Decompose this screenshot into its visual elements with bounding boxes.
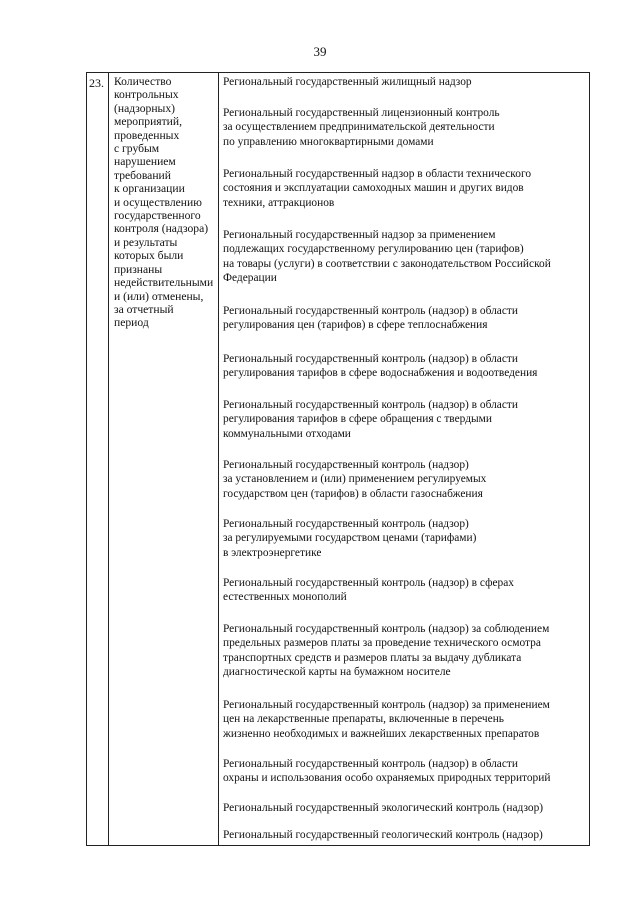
control-type-line: Региональный государственный экологический контроль (надзор)	[223, 802, 544, 814]
control-type-line: Региональный государственный контроль (надзор) за соблюдением	[223, 623, 550, 635]
control-type-item	[223, 398, 589, 441]
control-type-item	[223, 698, 589, 741]
control-type-line: в электроэнергетике	[223, 546, 322, 559]
control-type-line: за установлением и (или) применением регулируемых	[223, 473, 487, 486]
indicator-line: период	[114, 316, 149, 330]
indicator-line: контроля (надзора)	[114, 222, 209, 236]
indicator-line: и осуществлению	[114, 195, 202, 209]
control-type-item	[223, 622, 589, 680]
control-type-item	[223, 757, 589, 786]
control-type-line: Региональный государственный жилищный надзор	[223, 76, 472, 88]
control-type-line: регулирования тарифов в сфере обращения с твердыми	[223, 413, 492, 426]
indicator-line: мероприятий,	[114, 115, 182, 129]
control-type-line: состояния и эксплуатации самоходных машин и других видов	[223, 182, 524, 195]
control-type-line: Региональный государственный контроль (надзор) в области	[223, 305, 518, 317]
indicator-line: нарушением	[114, 155, 176, 169]
control-types-cell	[219, 73, 589, 845]
control-type-line: на товары (услуги) в соответствии с законодательством Российской	[223, 257, 551, 270]
indicator-line: и (или) отменены,	[114, 289, 204, 303]
row-number: 23.	[89, 76, 104, 90]
control-type-item	[223, 576, 589, 605]
control-type-line: за регулируемыми государством ценами (тарифами)	[223, 532, 477, 545]
control-type-item	[223, 517, 589, 560]
indicator-line: контрольных	[114, 88, 179, 102]
control-type-line: жизненно необходимых и важнейших лекарственных препаратов	[223, 727, 540, 740]
control-type-item	[223, 106, 589, 149]
control-type-item	[223, 167, 589, 210]
control-type-line: Региональный государственный контроль (надзор)	[223, 518, 469, 530]
indicator-line: с грубым	[114, 142, 160, 156]
control-type-line: цен на лекарственные препараты, включенные в перечень	[223, 713, 504, 726]
control-type-line: коммунальными отходами	[223, 427, 351, 440]
control-type-item	[223, 75, 589, 89]
control-type-line: за осуществлением предпринимательской деятельности	[223, 121, 495, 134]
indicator-line: за отчетный	[114, 302, 174, 316]
control-type-line: Региональный государственный надзор в области технического	[223, 168, 532, 180]
control-type-line: по управлению многоквартирными домами	[223, 135, 434, 148]
oversight-table	[86, 72, 590, 846]
control-type-line: охраны и использования особо охраняемых природных территорий	[223, 772, 551, 785]
indicator-line: Количество	[114, 75, 172, 88]
control-type-line: государством цен (тарифов) в области газоснабжения	[223, 487, 483, 500]
indicator-line: к организации	[114, 182, 185, 196]
control-type-line: Региональный государственный лицензионный контроль	[223, 107, 500, 119]
indicator-line: которых были	[114, 249, 184, 263]
control-type-line: подлежащих государственному регулированию цен (тарифов)	[223, 243, 524, 256]
control-type-line: техники, аттракционов	[223, 196, 335, 209]
control-type-line: Региональный государственный контроль (надзор) за применением	[223, 699, 550, 711]
indicator-line: государственного	[114, 209, 201, 223]
control-type-line: предельных размеров платы за проведение технического осмотра	[223, 637, 541, 650]
control-type-line: Региональный государственный геологический контроль (надзор)	[223, 829, 543, 841]
indicator-line: недействительными	[114, 276, 214, 290]
control-type-item	[223, 228, 589, 286]
control-type-line: регулирования цен (тарифов) в сфере теплоснабжения	[223, 319, 488, 332]
control-type-item	[223, 458, 589, 501]
control-type-line: Региональный государственный контроль (надзор) в сферах	[223, 577, 514, 589]
control-type-line: Региональный государственный контроль (надзор)	[223, 459, 469, 471]
control-type-line: транспортных средств и размеров платы за выдачу дубликата	[223, 651, 522, 664]
control-type-item	[223, 352, 589, 381]
control-type-item	[223, 801, 589, 815]
control-type-line: диагностической карты на бумажном носителе	[223, 666, 451, 679]
indicator-line: проведенных	[114, 128, 180, 142]
control-type-line: Региональный государственный контроль (надзор) в области	[223, 399, 518, 411]
indicator-cell	[109, 73, 219, 845]
control-type-line: естественных монополий	[223, 591, 347, 604]
indicator-line: признаны	[114, 262, 163, 276]
page-number: 39	[313, 44, 327, 59]
indicator-line: и результаты	[114, 235, 178, 249]
control-type-line: регулирования тарифов в сфере водоснабжения и водоотведения	[223, 367, 538, 380]
control-type-item	[223, 304, 589, 333]
control-type-line: Федерации	[223, 272, 277, 285]
indicator-line: требований	[114, 168, 171, 182]
control-type-item	[223, 828, 589, 842]
control-type-line: Региональный государственный контроль (надзор) в области	[223, 353, 518, 365]
control-type-line: Региональный государственный контроль (надзор) в области	[223, 758, 518, 770]
control-type-line: Региональный государственный надзор за применением	[223, 229, 496, 241]
indicator-line: (надзорных)	[114, 101, 176, 115]
row-number-cell	[87, 73, 109, 845]
